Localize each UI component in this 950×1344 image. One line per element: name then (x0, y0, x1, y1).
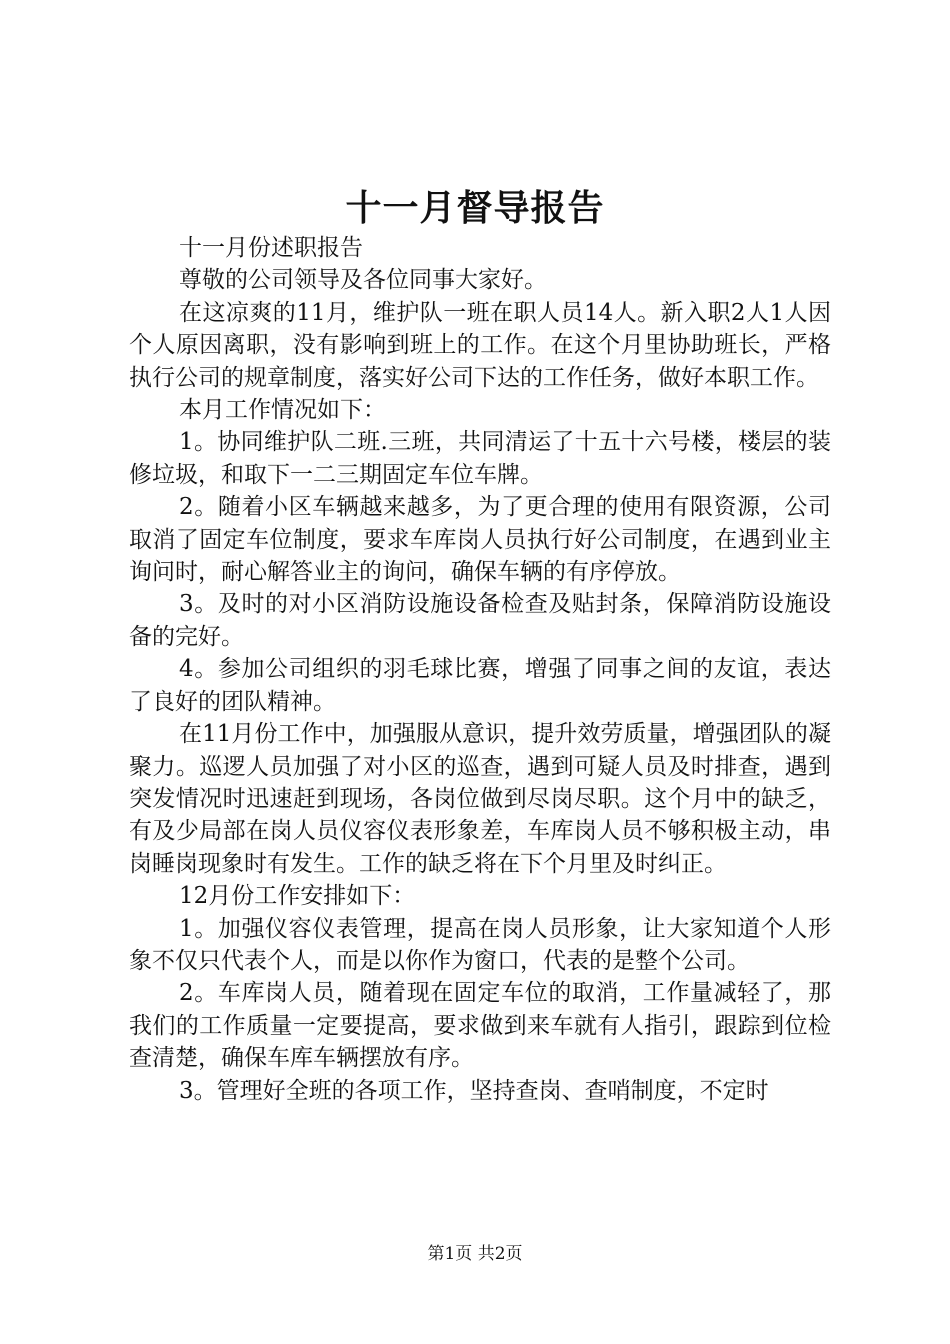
paragraph-work-item-2: 2。随着小区车辆越来越多，为了更合理的使用有限资源，公司取消了固定车位制度，要求车库岗人员执行好公司制度，在遇到业主询问时，耐心解答业主的询问，确保车辆的有序停放。 (129, 494, 831, 586)
paragraph-report-heading: 十一月份述职报告 (179, 235, 363, 261)
paragraph-greeting: 尊敬的公司领导及各位同事大家好。 (179, 267, 547, 294)
paragraph-work-item-4: 4。参加公司组织的羽毛球比赛，增强了同事之间的友谊，表达了良好的团队精神。 (129, 656, 831, 715)
paragraph-plan-item-3: 3。管理好全班的各项工作，坚持查岗、查哨制度，不定时 (179, 1077, 769, 1104)
page-number-footer: 第1页 共2页 (427, 1244, 523, 1264)
paragraph-plan-heading: 12月份工作安排如下： (179, 883, 416, 910)
document-title: 十一月督导报告 (345, 187, 605, 229)
document-body (129, 232, 831, 1107)
paragraph-intro: 在这凉爽的11月，维护队一班在职人员14人。新入职2人1人因个人原因离职，没有影响到班上的工作。在这个月里协助班长，严格执行公司的规章制度，落实好公司下达的工作任务，做好本职工作。 (129, 299, 831, 391)
paragraph-work-item-3: 3。及时的对小区消防设施设备检查及贴封条，保障消防设施设备的完好。 (129, 591, 831, 650)
paragraph-review: 在11月份工作中，加强服从意识，提升效劳质量，增强团队的凝聚力。巡逻人员加强了对小区的巡查，遇到可疑人员及时排查，遇到突发情况时迅速赶到现场，各岗位做到尽岗尽职。这个月中的缺乏，有及少局部在岗人员仪容仪表形象差，车库岗人员不够积极主动，串岗睡岗现象时有发生。工作的缺乏将在下个月里及时纠正。 (129, 721, 831, 877)
paragraph-work-summary-heading: 本月工作情况如下： (179, 397, 386, 424)
paragraph-plan-item-2: 2。车库岗人员，随着现在固定车位的取消，工作量减轻了，那我们的工作质量一定要提高，要求做到来车就有人指引，跟踪到位检查清楚，确保车库车辆摆放有序。 (129, 980, 831, 1072)
paragraph-work-item-1: 1。协同维护队二班.三班，共同清运了十五十六号楼，楼层的装修垃圾，和取下一二三期固定车位车牌。 (129, 429, 831, 488)
paragraph-plan-item-1: 1。加强仪容仪表管理，提高在岗人员形象，让大家知道个人形象不仅只代表个人，而是以你作为窗口，代表的是整个公司。 (129, 915, 831, 974)
